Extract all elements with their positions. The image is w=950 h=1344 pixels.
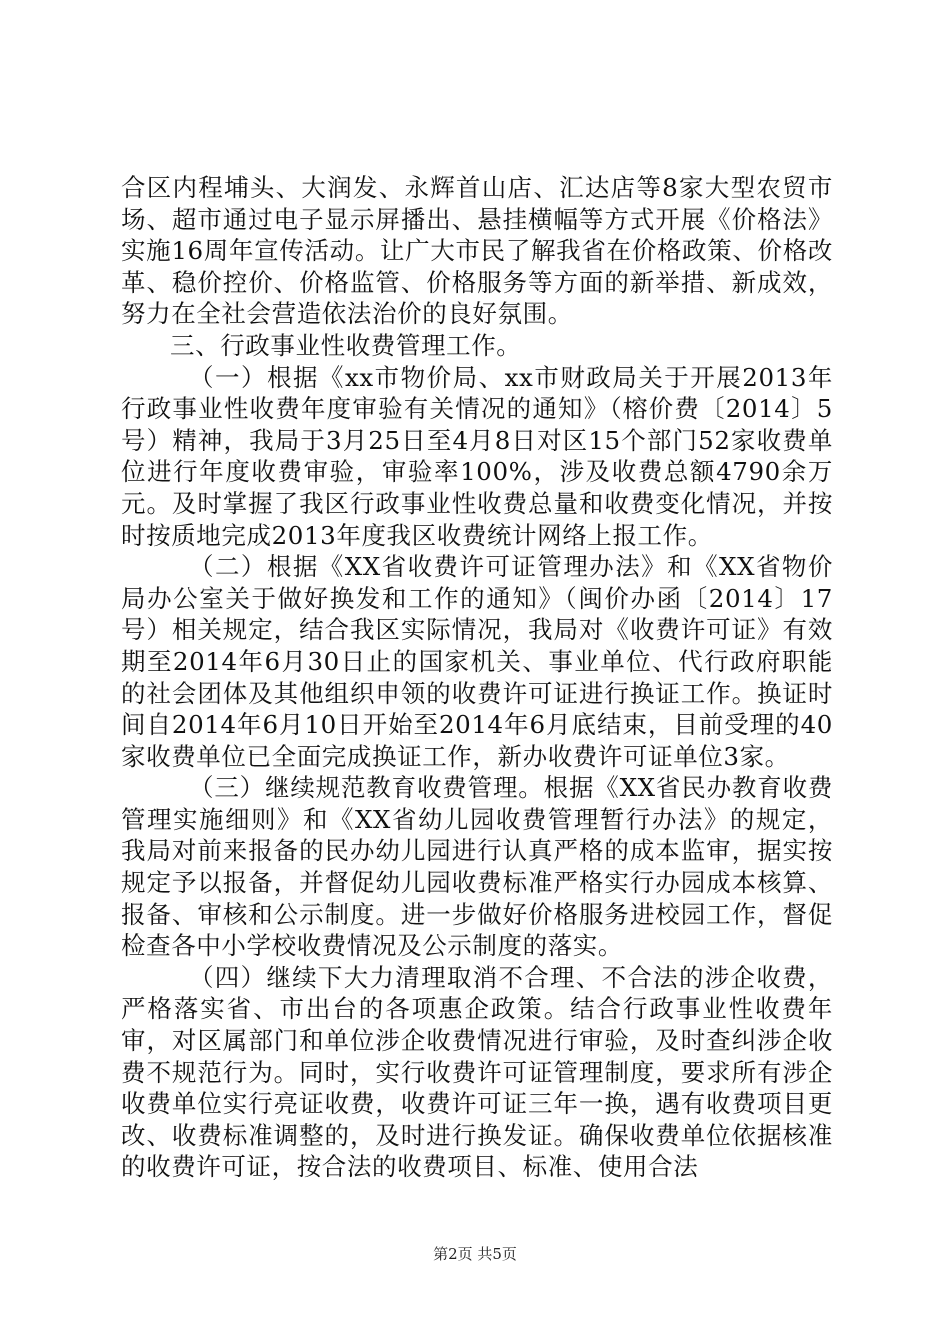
paragraph-item-1: （一）根据《xx市物价局、xx市财政局关于开展2013年行政事业性收费年度审验有关情况的通知》（榕价费〔2014〕5号）精神，我局于3月25日至4月8日对区15个部门52家收费单位进行年度收费审验，审验率100%，涉及收费总额4790余万元。及时掌握了我区行政事业性收费总量和收费变化情况，并按时按质地完成2013年度我区收费统计网络上报工作。 bbox=[121, 362, 833, 550]
document-body bbox=[121, 172, 833, 1183]
section-heading: 三、行政事业性收费管理工作。 bbox=[170, 330, 522, 360]
paragraph-item-2: （二）根据《XX省收费许可证管理办法》和《XX省物价局办公室关于做好换发和工作的通知》（闽价办函〔2014〕17号）相关规定，结合我区实际情况，我局对《收费许可证》有效期至2014年6月30日止的国家机关、事业单位、代行政府职能的社会团体及其他组织申领的收费许可证进行换证工作。换证时间自2014年6月10日开始至2014年6月底结束，目前受理的40家收费单位已全面完成换证工作，新办收费许可证单位3家。 bbox=[121, 552, 833, 771]
paragraph-1: 合区内程埔头、大润发、永辉首山店、汇达店等8家大型农贸市场、超市通过电子显示屏播出、悬挂横幅等方式开展《价格法》实施16周年宣传活动。让广大市民了解我省在价格政策、价格改革、稳价控价、价格监管、价格服务等方面的新举措、新成效，努力在全社会营造依法治价的良好氛围。 bbox=[121, 173, 833, 329]
page-number-footer: 第2页 共5页 bbox=[433, 1245, 517, 1263]
paragraph-item-3: （三）继续规范教育收费管理。根据《XX省民办教育收费管理实施细则》和《XX省幼儿园收费管理暂行办法》的规定，我局对前来报备的民办幼儿园进行认真严格的成本监审，据实按规定予以报备，并督促幼儿园收费标准严格实行办园成本核算、报备、审核和公示制度。进一步做好价格服务进校园工作，督促检查各中小学校收费情况及公示制度的落实。 bbox=[121, 773, 833, 961]
paragraph-item-4: （四）继续下大力清理取消不合理、不合法的涉企收费，严格落实省、市出台的各项惠企政策。结合行政事业性收费年审，对区属部门和单位涉企收费情况进行审验，及时查纠涉企收费不规范行为。同时，实行收费许可证管理制度，要求所有涉企收费单位实行亮证收费，收费许可证三年一换，遇有收费项目更改、收费标准调整的，及时进行换发证。确保收费单位依据核准的收费许可证，按合法的收费项目、标准、使用合法 bbox=[121, 962, 833, 1182]
